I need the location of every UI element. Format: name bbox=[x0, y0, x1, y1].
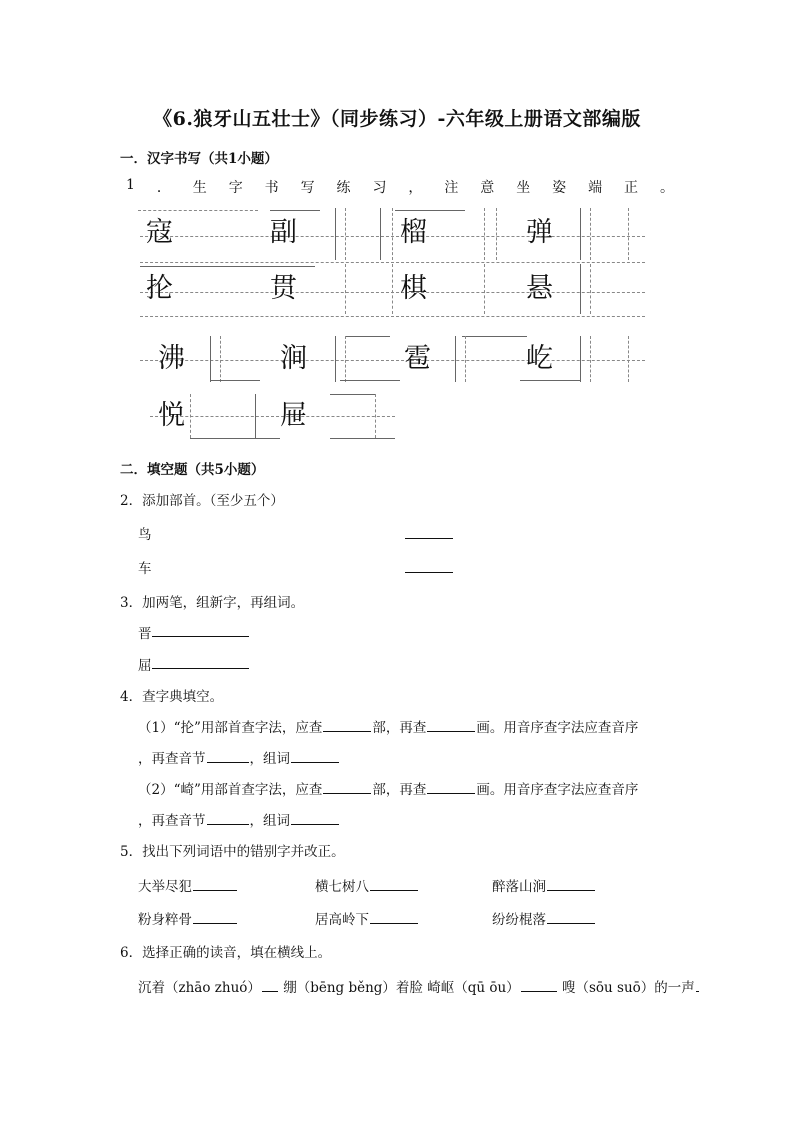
grid-char: 副 bbox=[270, 217, 297, 248]
q1-char: 字 bbox=[228, 180, 243, 196]
q4-text: 画。用音序查字法应查音序 bbox=[476, 782, 639, 798]
q1-char: ． bbox=[156, 180, 171, 196]
q5-word-text: 大举尽犯 bbox=[138, 879, 192, 895]
q4-text: （2）“崎”用部首查字法，应查 bbox=[138, 782, 323, 798]
q6-line bbox=[138, 976, 700, 996]
answer-blank[interactable] bbox=[696, 977, 699, 992]
section-2-heading: 二．填空题（共5小题） bbox=[120, 462, 265, 478]
answer-blank[interactable] bbox=[207, 748, 249, 763]
q5-word bbox=[138, 908, 238, 928]
answer-blank[interactable] bbox=[152, 654, 249, 669]
q5-word bbox=[315, 908, 419, 928]
q4-text: （1）“抡”用部首查字法，应查 bbox=[138, 720, 323, 736]
answer-blank[interactable] bbox=[405, 558, 453, 573]
answer-blank[interactable] bbox=[193, 876, 237, 891]
q4-text: 部，再查 bbox=[372, 720, 427, 736]
q4-text: ，组词 bbox=[249, 813, 290, 829]
answer-blank[interactable] bbox=[427, 779, 475, 794]
q1-char: 姿 bbox=[552, 180, 567, 196]
grid-char: 贯 bbox=[270, 273, 297, 304]
grid-char: 棋 bbox=[400, 273, 427, 304]
q5-word bbox=[492, 875, 596, 895]
grid-char: 弹 bbox=[526, 217, 553, 248]
answer-blank[interactable] bbox=[323, 779, 371, 794]
q5-word-text: 粉身粹骨 bbox=[138, 912, 192, 928]
answer-blank[interactable] bbox=[193, 909, 237, 924]
q4-text: 画。用音序查字法应查音序 bbox=[476, 720, 639, 736]
question-3-stem: 3．加两笔，组新字，再组词。 bbox=[120, 595, 305, 611]
grid-char: 榴 bbox=[400, 217, 427, 248]
q1-char: 1 bbox=[126, 177, 135, 193]
answer-blank[interactable] bbox=[207, 810, 249, 825]
q3-item: 晋 bbox=[138, 626, 152, 642]
answer-blank[interactable] bbox=[427, 717, 475, 732]
answer-blank[interactable] bbox=[547, 876, 595, 891]
q5-word-text: 横七树八 bbox=[315, 879, 369, 895]
q2-item: 车 bbox=[138, 561, 152, 577]
answer-blank[interactable] bbox=[152, 622, 249, 637]
answer-blank[interactable] bbox=[291, 810, 339, 825]
question-5-stem: 5．找出下列词语中的错别字并改正。 bbox=[120, 844, 345, 860]
answer-blank[interactable] bbox=[547, 909, 595, 924]
q1-char: 意 bbox=[480, 180, 495, 196]
q6-text: 崎岖（qū ōu） bbox=[427, 980, 520, 996]
answer-blank[interactable] bbox=[291, 748, 339, 763]
q5-word bbox=[138, 875, 238, 895]
grid-char: 悬 bbox=[526, 273, 553, 304]
q5-word bbox=[315, 875, 419, 895]
q4-line-1 bbox=[138, 716, 638, 736]
question-6-stem: 6．选择正确的读音，填在横线上。 bbox=[120, 945, 332, 961]
answer-blank[interactable] bbox=[370, 876, 418, 891]
q4-text: ，再查音节 bbox=[138, 751, 206, 767]
q3-item: 屈 bbox=[138, 658, 152, 674]
q6-text: 绷（bēng běng）着脸 bbox=[283, 980, 423, 996]
answer-blank[interactable] bbox=[262, 977, 278, 992]
q5-word-text: 纷纷棍落 bbox=[492, 912, 546, 928]
answer-blank[interactable] bbox=[370, 909, 418, 924]
page-title: 《6.狼牙山五壮士》（同步练习）-六年级上册语文部编版 bbox=[153, 108, 641, 130]
grid-char: 抡 bbox=[146, 273, 173, 304]
section-1-heading: 一．汉字书写（共1小题） bbox=[120, 151, 278, 167]
grid-char: 屹 bbox=[526, 343, 553, 374]
q1-char: 。 bbox=[659, 180, 674, 196]
q1-char: 书 bbox=[264, 180, 279, 196]
grid-char: 雹 bbox=[404, 343, 431, 374]
question-2-stem: 2．添加部首。（至少五个） bbox=[120, 493, 284, 509]
q1-char: ， bbox=[408, 180, 423, 196]
q4-line-3 bbox=[138, 778, 638, 798]
q1-char: 注 bbox=[444, 180, 459, 196]
grid-char: 沸 bbox=[158, 343, 185, 374]
q1-char: 生 bbox=[192, 180, 207, 196]
q5-word-text: 居高岭下 bbox=[315, 912, 369, 928]
grid-char: 屉 bbox=[280, 400, 307, 431]
q4-line-4 bbox=[138, 809, 340, 829]
q1-char: 正 bbox=[624, 180, 639, 196]
q1-char: 端 bbox=[588, 180, 603, 196]
q4-text: 部，再查 bbox=[372, 782, 427, 798]
answer-blank[interactable] bbox=[405, 524, 453, 539]
q4-text: ，组词 bbox=[249, 751, 290, 767]
q5-word bbox=[492, 908, 596, 928]
answer-blank[interactable] bbox=[323, 717, 371, 732]
question-4-stem: 4．查字典填空。 bbox=[120, 689, 224, 705]
q1-char: 坐 bbox=[516, 180, 531, 196]
answer-blank[interactable] bbox=[521, 977, 557, 992]
grid-char: 寇 bbox=[146, 217, 173, 248]
q1-char: 练 bbox=[336, 180, 351, 196]
q1-char: 习 bbox=[372, 180, 387, 196]
question-1-stem bbox=[126, 177, 674, 197]
q6-text: 嗖（sōu suō）的一声 bbox=[561, 980, 695, 996]
q4-text: ，再查音节 bbox=[138, 813, 206, 829]
grid-char: 悦 bbox=[158, 400, 185, 431]
q6-text: 沉着（zhāo zhuó） bbox=[138, 980, 261, 996]
grid-char: 涧 bbox=[280, 343, 307, 374]
q4-line-2 bbox=[138, 747, 340, 767]
q1-char: 写 bbox=[300, 180, 315, 196]
q2-item: 鸟 bbox=[138, 527, 152, 543]
q5-word-text: 醉落山涧 bbox=[492, 879, 546, 895]
